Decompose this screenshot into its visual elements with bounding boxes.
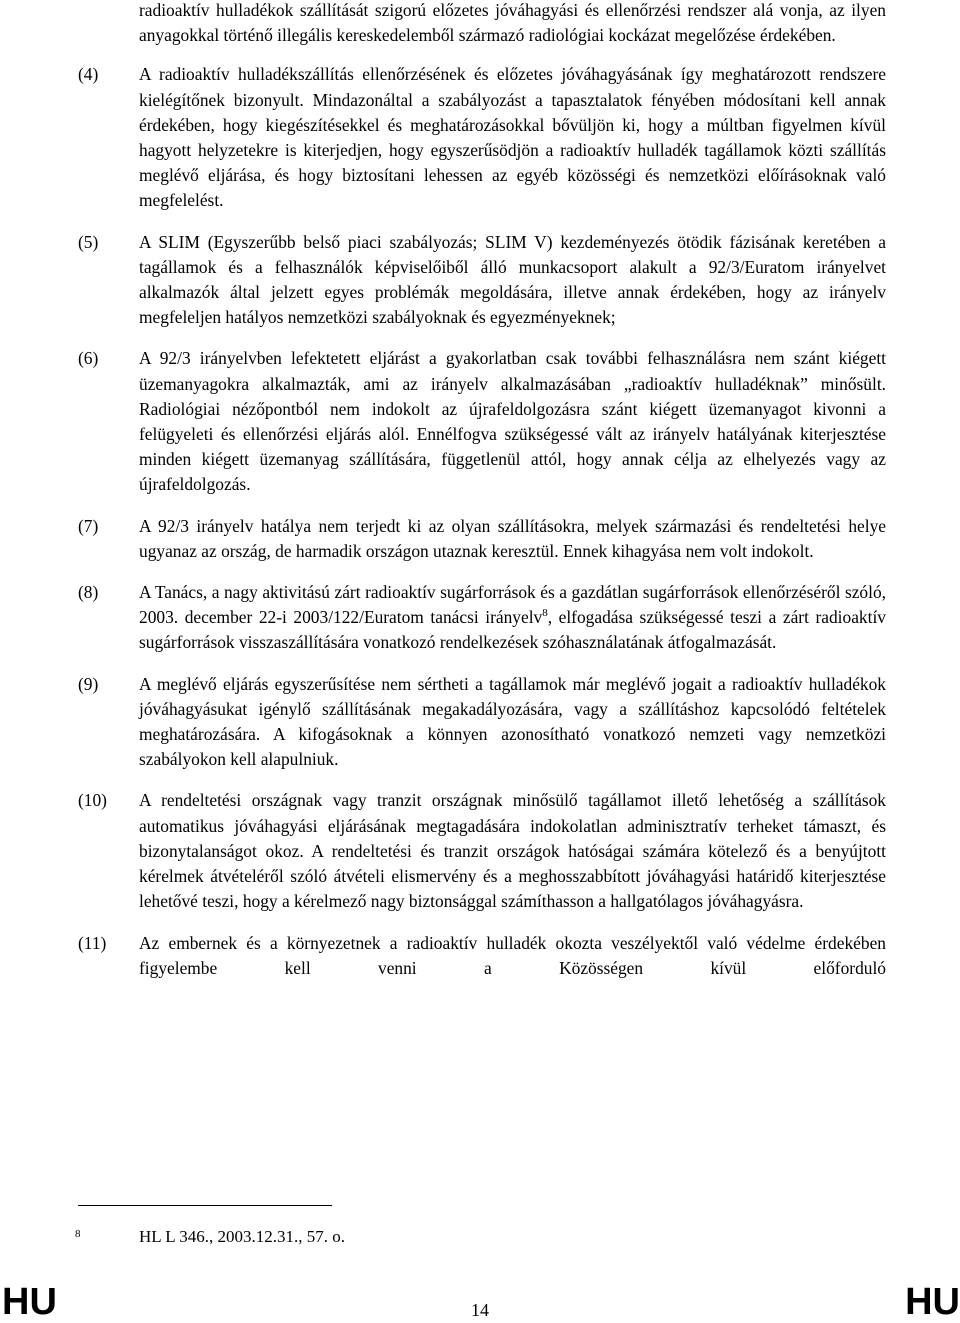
paragraph-text-part: A Tanács, a nagy aktivitású zárt radioaktív sugárforrások és a gazdátlan sugárforrások ellenőrzéséről szóló, 2003. december 22-i 2003/122/Euratom tanácsi irányelv	[139, 582, 886, 628]
paragraph-number: (9)	[78, 673, 99, 694]
paragraph-text: A meglévő eljárás egyszerűsítése nem sértheti a tagállamok már meglévő jogait a radioaktív hulladékok jóváhagyásukat igénylő szállításának megakadályozására, vagy a szállításhoz kapcsolódó feltételek meghatározására. A kifogásoknak a könnyen azonosítható vonatkozó nemzeti vagy nemzetközi szabályokon kell alapulniuk.	[139, 673, 886, 770]
footnote-divider	[78, 1205, 332, 1206]
language-code-right: HU	[905, 1281, 960, 1323]
footnote-reference[interactable]: 8	[542, 607, 548, 620]
paragraph-9	[78, 672, 886, 773]
paragraph-text: Az embernek és a környezetnek a radioaktív hulladék okozta veszélyektől való védelme érdekében figyelembe kell venni a Közösségen kívül előforduló	[139, 932, 886, 978]
paragraph-11	[78, 931, 886, 981]
paragraph-number: (8)	[78, 582, 99, 603]
paragraph-number: (4)	[78, 64, 99, 85]
footnote-text: HL L 346., 2003.12.31., 57. o.	[139, 1227, 346, 1246]
paragraph-number: (6)	[78, 348, 99, 369]
paragraph-number: (10)	[78, 790, 107, 811]
document-body	[78, 0, 886, 981]
paragraph-8	[78, 580, 886, 656]
paragraph-number: (7)	[78, 515, 99, 536]
intro-paragraph: radioaktív hulladékok szállítását szigorú előzetes jóváhagyási és ellenőrzési rendszer alá vonja, az ilyen anyagokkal történő illegális kereskedelemből származó radiológiai kockázat megelőzése érdekében.	[139, 0, 886, 46]
paragraph-5	[78, 230, 886, 331]
paragraph-7	[78, 514, 886, 564]
paragraph-4	[78, 62, 886, 213]
page-number: 14	[471, 1300, 489, 1320]
language-code-left: HU	[2, 1281, 57, 1323]
paragraph-text: A 92/3 irányelv hatálya nem terjedt ki az olyan szállításokra, melyek származási és rendeltetési helye ugyanaz az ország, de harmadik országon utaznak keresztül. Ennek kihagyása nem volt indokolt.	[139, 515, 886, 561]
paragraph-text: A rendeltetési országnak vagy tranzit országnak minősülő tagállamot illető lehetőség a szállítások automatikus jóváhagyási eljárásának megtagadására indokolatlan adminisztratív terheket támaszt, és bizonytalanságot okoz. A rendeltetési és tranzit országok hatóságai számára kötelező és a benyújtott kérelmek átvételéről szóló átvételi elismervény és a meghosszabbított jóváhagyási határidő kiterjesztése lehetővé teszi, hogy a kérelmező nagy biztonsággal számíthasson a hallgatólagos jóváhagyásra.	[139, 790, 886, 912]
paragraph-6	[78, 346, 886, 497]
paragraph-text-part: , elfogadása szükségessé teszi a zárt radioaktív sugárforrások visszaszállítására vonatkozó rendelkezések szóhasználatának átfogalmazását.	[139, 607, 886, 653]
paragraph-number: (5)	[78, 231, 99, 252]
footnote-mark: 8	[75, 1228, 81, 1240]
paragraph-number: (11)	[78, 932, 107, 953]
paragraph-text: A radioaktív hulladékszállítás ellenőrzésének és előzetes jóváhagyásának így meghatározott rendszere kielégítőnek bizonyult. Mindazonáltal a szabályozást a tapasztalatok fényében módosítani kell annak érdekében, hogy kiegészítésekkel és meghatározásokkal bővüljön ki, hogy a múltban figyelmen kívül hagyott helyzetekre is kiterjedjen, hogy egyszerűsödjön a radioaktív hulladék tagállamok közti szállítás meglévő eljárása, és hogy biztosítani lehessen az egyéb közösségi és nemzetközi előírásoknak való megfelelést.	[139, 64, 886, 211]
paragraph-text: A 92/3 irányelvben lefektetett eljárást a gyakorlatban csak további felhasználásra nem szánt kiégett üzemanyagokra alkalmazták, ami az irányelv alkalmazásában „radioaktív hulladéknak” minősült. Radiológiai nézőpontból nem indokolt az újrafeldolgozásra szánt kiégett üzemanyagot kivonni a felügyeleti és ellenőrzési eljárás alól. Ennélfogva szükségessé vált az irányelv hatályának kiterjesztése minden kiégett üzemanyag szállítására, függetlenül attól, hogy annak célja az elhelyezés vagy az újrafeldolgozás.	[139, 348, 886, 495]
paragraph-text: A SLIM (Egyszerűbb belső piaci szabályozás; SLIM V) kezdeményezés ötödik fázisának keretében a tagállamok és a felhasználók képviselőiből álló munkacsoport alakult a 92/3/Euratom irányelvet alkalmazók által jelzett egyes problémák megoldására, illetve annak érdekében, hogy az irányelv megfeleljen hatályos nemzetközi szabályoknak és egyezményeknek;	[139, 231, 886, 328]
paragraph-10	[78, 788, 886, 914]
paragraph-text	[139, 580, 886, 656]
